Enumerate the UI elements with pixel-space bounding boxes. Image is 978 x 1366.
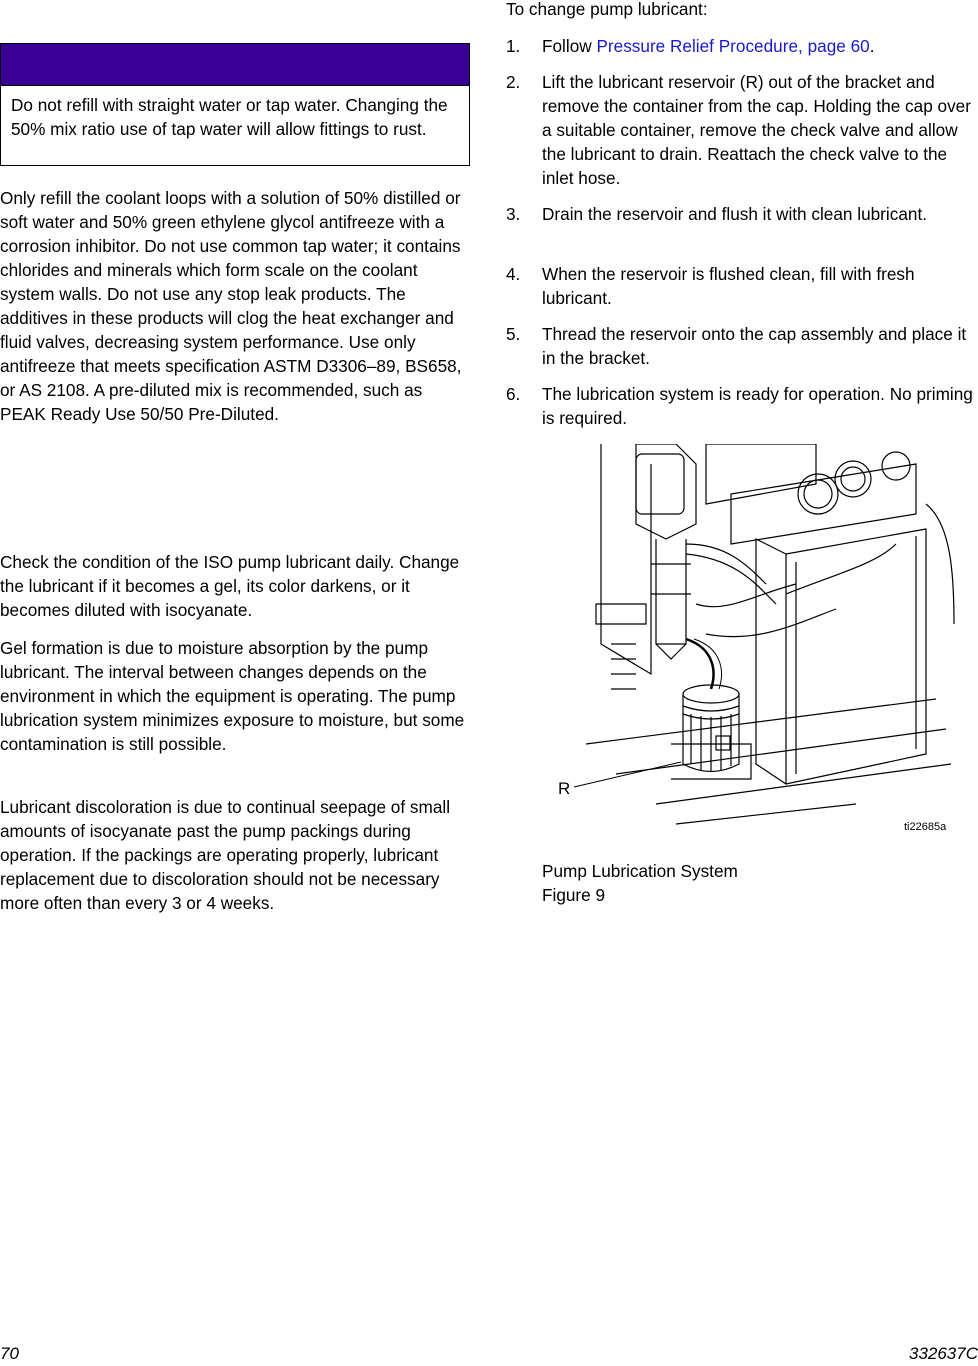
pump-lubrication-figure <box>556 444 956 836</box>
coolant-paragraph: Only refill the coolant loops with a solution of 50% distilled or soft water and 50% green ethylene glycol antifreeze with a corrosion inhibitor. Do not use common tap water; it contains chlorides and minerals which form scale on the coolant system walls. Do not use any stop leak products. The additives in these products will clog the heat exchanger and fluid valves, decreasing system performance. Use only antifreeze that meets specification ASTM D3306–89, BS658, or AS 2108. A pre-diluted mix is recommended, such as PEAK Ready Use 50/50 Pre-Diluted. <box>0 188 462 424</box>
step-number: 1. <box>506 36 521 56</box>
step-number: 6. <box>506 384 521 404</box>
reservoir-callout-label: R <box>558 779 571 798</box>
step-text: Lift the lubricant reservoir (R) out of the bracket and remove the container from the cap. Holding the cap over a suitable container, remove the check valve and allow the lubricant to drain. Reattach the check valve to the inlet hose. <box>542 72 971 188</box>
page-number: 70 <box>0 1344 19 1363</box>
step-text: When the reservoir is flushed clean, fill with fresh lubricant. <box>542 264 915 308</box>
lubricant-check-paragraph: Check the condition of the ISO pump lubricant daily. Change the lubricant if it becomes a gel, its color darkens, or it becomes diluted with isocyanate. <box>0 552 460 620</box>
figure-caption-title: Pump Lubrication System <box>542 861 738 881</box>
step-text: Drain the reservoir and flush it with clean lubricant. <box>542 204 927 224</box>
notice-header-bar <box>1 44 469 86</box>
gel-formation-paragraph: Gel formation is due to moisture absorption by the pump lubricant. The interval between changes depends on the environment in which the equipment is operating. The pump lubrication system minimizes exposure to moisture, but some contamination is still possible. <box>0 638 465 754</box>
notice-box <box>0 43 470 166</box>
figure-image-id: ti22685a <box>904 821 947 833</box>
figure-caption-number: Figure 9 <box>542 885 606 905</box>
step-number: 2. <box>506 72 521 92</box>
step-text: The lubrication system is ready for operation. No priming is required. <box>542 384 973 428</box>
step-number: 4. <box>506 264 521 284</box>
procedure-intro: To change pump lubricant: <box>506 0 708 19</box>
step-text: Follow <box>542 36 597 56</box>
pump-lubrication-illustration <box>556 444 956 836</box>
step-number: 5. <box>506 324 521 344</box>
pressure-relief-link[interactable]: Pressure Relief Procedure, page 60 <box>596 36 870 56</box>
notice-text: Do not refill with straight water or tap water. Changing the 50% mix ratio use of tap water will allow fittings to rust. <box>11 95 448 139</box>
figure-caption <box>542 859 842 907</box>
document-number: 332637C <box>908 1344 978 1363</box>
discoloration-paragraph: Lubricant discoloration is due to continual seepage of small amounts of isocyanate past the pump packings during operation. If the packings are operating properly, lubricant replacement due to discoloration should not be necessary more often than every 3 or 4 weeks. <box>0 797 451 913</box>
step-text: Thread the reservoir onto the cap assembly and place it in the bracket. <box>542 324 967 368</box>
step-number: 3. <box>506 204 521 224</box>
